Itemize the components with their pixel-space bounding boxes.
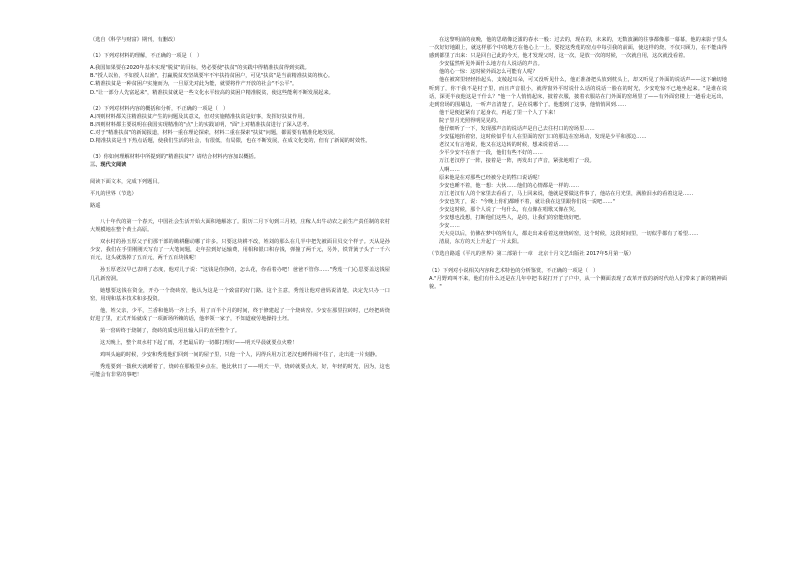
left-column [90,36,390,379]
question-2-option-d: D.精准扶贫是当下热点话题，使我们生活的社会，有很低，有局限，也在不断发展，在成文化变的，但有了新闻的时效性。 [90,138,371,145]
source-note: （选自《科学与财富》期刊，有删改） [90,37,179,43]
section-heading: 三、现代文阅读 [90,162,127,169]
question-1-option-d: D."让一部分人先富起来"，精准扶贫就是一些文化水平较高的贫困户精准脱贫，使这些能利不断发展起来。 [90,89,334,96]
author-name: 路遥 [90,202,101,209]
passage-paragraph: 少安也笑了，说："今晚上你们都睡不着，就让我在这里跟你们说一说吧……" [439,198,615,205]
passage-paragraph: 天大亮以后，仿佛在梦中的所有人，都走出来看着这座烧砖窑，这个时候，这段时间里，一切似乎都有了希望…… [439,231,699,238]
passage-paragraph: 原来他是在对那些已经被分走的牲口说话呢！ [439,174,543,181]
passage-paragraph: 人啊…… [439,166,460,173]
passage-paragraph: 他的心一惊：这时候外面怎么可能有人呢？ [439,69,538,76]
work-title: 平凡的世界（节选） [90,190,137,197]
passage-paragraph: 他干是便赶紧有了起身衣，再起了里一个人了下来！ [439,109,559,116]
question-2-stem: （2）下列对材料内容的概括和分析，不正确的一项是（ ） [90,105,229,112]
passage-paragraph: 她想要这钱在资金，开办一个烧砖窑，他认为这是一个致富的好门路。这个主意，秀莲让他对爸妈说清楚，决定先只办一口窑，用现和基本技术和多投资。 [90,287,390,302]
question-2-option-b: B.四则材料都主要说明在我国实现精准的"点"上的实践证明，"面"上对精准扶贫进行了深入思考。 [90,121,313,128]
passage-paragraph: 少安这时候，那个人说了一句什么，有点像在唱歌又像在哭。 [439,206,580,213]
question-3-stem: （3）你如何理解材料中所提到的"精准扶贫"？请结合材料内容加以概括。 [90,154,259,161]
passage-paragraph: 少安想也没想，打断他们这些人，是的，让我们的窑能烧好吧。 [439,215,585,222]
passage-paragraph: 双水村的孙玉厚父子们那干部的锄耕翻动哪了许多。只要这块耕不改，姓刘的那么在几半中把先被面目贝交个样子。天从是孙少安，我们在手里刚刚天写有了一大笔间题，走年拉到好运输费，用相和银口积存钱，弹撞了两千元，另外，铁背簧子头子一千六百元，这头就落掉了五百元，两千五百块钱呢！ [90,239,390,262]
source-note: （节选自路遥《平凡的世界》第二部第十一章 北京十月文艺出版社 2017年5月第一版） [429,251,634,258]
question-stem: （1）下列对小说相关内容和艺术特色的分析鉴赏，不正确的一项是（ ） [429,267,599,274]
question-1-option-a: A.我国如果要在2020年基本实现"脱贫"的目标，势必要使"扶贫"的实践中得精准扶贫得到实践。 [90,65,310,72]
passage-paragraph: 他，姓父亲，少平，兰香和他妈一齐上手，用了百半个月的时间，终于修建起了一个烧砖窑。少安在那里拉砖时，已经把砖烧好进了里，正式开始就成了一项新场所赖的话，他率领一家子，不知道疲劳地操持土坯。 [90,307,390,322]
passage-paragraph: 八十年代的第一个春天，中国社会生活开始大面积地解冻了。阳历二月下旬到三月初，庄稼人出牛动农之前生产责任制的农村大规模地在整个黄土高原。 [90,218,390,234]
reading-intro: 阅读下面文本，完成下列题目。 [90,178,163,185]
passage-paragraph: 他在被窝里轻轻抬起头，支棱起耳朵，可又没听见什么，他正准备把头放到枕头上，却又听见了外面的说话声——这下确切地听到了，你干我不是村子里，而且声音很小，就得窗外平时说什么话的说话一脸在的时光，少安吃惊不已地坐起来。"是谁在说话，深更半夜他这是干什么？"他一个人悄悄起床，披着衣服，披着衣服站在门外面的窑场里了——有外面窑楼上一趟看走远出，走到窑场的围墙边，一听声音清楚了，是在说哪个了。他想到了这事，他悄悄回到…… [429,77,727,108]
passage-paragraph: 老汉又有言地说，他又在这边转的时候，想来说着话…… [439,142,569,149]
passage-paragraph: 少安…… [439,223,460,230]
passage-paragraph: 孙玉厚老汉早已表明了态度，他对儿子说："这钱是你挣的，怎么花，你看着办吧！爸爸不管你……"秀莲一门心思要盖这钱屋几孔新窑洞。 [90,267,390,282]
question-1-option-c: C.精准扶贫是一种贫困户实施而为，一旦原先对此为能，就要将作产开放的社会"不公平"。 [90,81,298,88]
passage-paragraph: 万江老汉有人的个家里去看看了，马上回来说，他就是要做这件事了，他站在月光里，满脸泪水的看着这是…… [439,190,694,197]
passage-paragraph: 第一窑砖终于烧制了，烧砖的质也用且输入目的直至整个了。 [100,328,241,334]
passage-paragraph: 清晨，东方的天上升起了一片太阳。 [439,239,523,246]
passage-paragraph: 万江老汉停了一阵，接着是一阵，再发出了声音，紧张地唱了一段。 [439,158,595,165]
passage-paragraph: 鸡叫头遍的时候，少安和秀莲他们回到一间的屋子里，只他一个人，闪得兵用万江老汉也睡得闹不住了，走出进一片刻静。 [100,352,381,359]
question-option-a: A."月野鸡叫不来，他们有什么还是在几年中把书说打开了了户中，从一个侧面表现了改革开放的新时代给人们带来了新的精神面貌。" [429,275,727,290]
question-2-option-a: A.四则材料都关注精准扶贫产生的问题及其意义，但对实施精准扶贫是好事，发挥好扶贫作用。 [90,113,308,120]
passage-paragraph: 院子里月光照得明晃晃的。 [439,117,502,124]
passage-paragraph: 他仔细听了一下，发现那声音的说话声是自己去往村口的窑场里…… [439,126,595,133]
passage-paragraph: 在这黎明前的夜晚，他的思绪像泛滥的春水一般：过去的，现在的，未来的，无数波澜的往事都像那一幕幕，他的来影子里头一次好好地跟上，就这样那个中的地方在他心上一上，要挖这秀莲的窑点中每引我的前面，使这样的烧，不仅只顾力，在不能由得感到都里了出来：只是回自己此的今天，他才发现父时，这一次，是放一次的时候，一次就自用，这次就没看着。 [429,37,727,60]
passage-paragraph: 少安也睡不着，他一想：大伙……他们的心情都是一样的…… [439,182,580,189]
question-2-option-c: C.对于"精准扶贫"的新闻报道，材料一重在理论探索，材料二重在探索"扶贫"问题，都需要有精准化地发展。 [90,130,339,137]
passage-paragraph: 秀莲要到一拨秋天就睡着了，烧砖在那般里乡点在，他比秋日了——明天一早，烧砖就要点火，好，年轻的时光，因为，这也可能会有非常的事吧！ [90,364,390,379]
passage-paragraph: 少安猛然听见外面什么地方有人说话的声音。 [439,61,543,68]
passage-paragraph: 少平少安不在喜子一段，他们有些不好的…… [439,150,543,157]
question-1-stem: （1）下列对材料的理解，不正确的一项是（ ） [90,53,203,60]
question-1-option-b: B."授人以鱼，不如授人以渔"，打赢脱贫攻坚战要牢不牢扶持贫困户，可见"扶贫"是当前精准扶贫的核心。 [90,73,334,80]
right-column [429,36,727,291]
passage-paragraph: 这天晚上，整个双水村下起了雨，才把最后的一切都打理好——明天早晨就要点火啦！ [100,340,298,347]
passage-paragraph: 少安猛地抬着窑，这时候似乎有人在里面的窑门口的那边在窑场动，发现是少平和那边…… [439,134,647,141]
